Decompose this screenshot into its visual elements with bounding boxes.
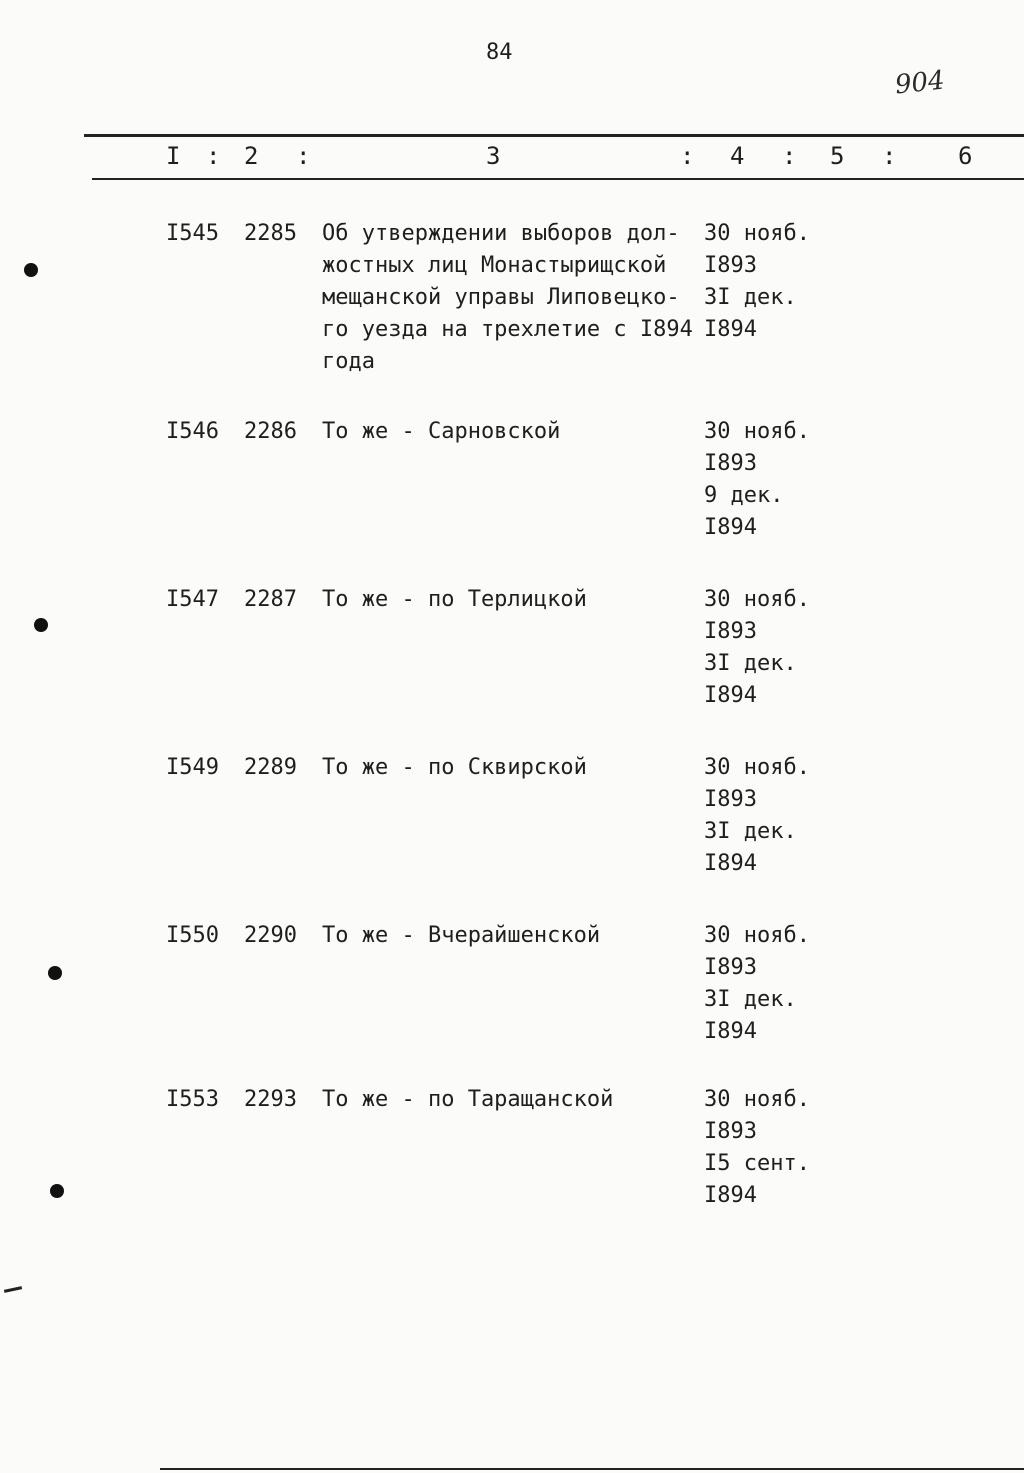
file-number: 2287 — [244, 587, 297, 612]
date-line: I894 — [704, 851, 757, 876]
description-line: То же - по Таращанской — [322, 1087, 614, 1112]
row-description — [322, 1084, 692, 1116]
date-line: 30 нояб. — [704, 587, 810, 612]
description-line: То же - Сарновской — [322, 419, 561, 444]
punch-hole-mark — [34, 618, 48, 632]
date-line: 30 нояб. — [704, 221, 810, 246]
header-separator: : — [882, 142, 897, 170]
header-col-5: 5 — [830, 142, 845, 170]
header-col-1: I — [166, 142, 181, 170]
file-number: 2290 — [244, 923, 297, 948]
date-line: I894 — [704, 1183, 757, 1208]
date-line: I893 — [704, 451, 757, 476]
row-dates — [704, 1084, 810, 1212]
date-line: 3I дек. — [704, 285, 797, 310]
description-line: жостных лиц Монастырищской — [322, 253, 667, 278]
date-line: I5 сент. — [704, 1151, 810, 1176]
date-line: 30 нояб. — [704, 1087, 810, 1112]
file-number: 2289 — [244, 755, 297, 780]
date-line: I893 — [704, 1119, 757, 1144]
date-line: 3I дек. — [704, 651, 797, 676]
row-number: I547 — [166, 587, 219, 612]
description-line: мещанской управы Липовецко- — [322, 285, 680, 310]
row-number: I549 — [166, 755, 219, 780]
row-dates — [704, 584, 810, 712]
row-description — [322, 218, 692, 378]
page-number: 84 — [486, 40, 513, 65]
date-line: I894 — [704, 515, 757, 540]
file-number: 2286 — [244, 419, 297, 444]
punch-hole-mark — [50, 1184, 64, 1198]
file-number: 2293 — [244, 1087, 297, 1112]
table-header-rule — [92, 178, 1024, 180]
row-description — [322, 920, 692, 952]
date-line: I893 — [704, 619, 757, 644]
header-separator: : — [782, 142, 797, 170]
page-bottom-rule — [160, 1468, 1024, 1470]
row-dates — [704, 416, 810, 544]
row-description — [322, 584, 692, 616]
row-dates — [704, 752, 810, 880]
date-line: 30 нояб. — [704, 923, 810, 948]
margin-pen-mark — [4, 1286, 22, 1293]
description-line: Об утверждении выборов дол- — [322, 221, 680, 246]
date-line: I894 — [704, 683, 757, 708]
description-line: года — [322, 349, 375, 374]
date-line: I893 — [704, 787, 757, 812]
row-dates — [704, 920, 810, 1048]
description-line: То же - по Сквирской — [322, 755, 587, 780]
row-number: I550 — [166, 923, 219, 948]
table-header — [0, 142, 1024, 176]
date-line: I894 — [704, 317, 757, 342]
date-line: I893 — [704, 955, 757, 980]
date-line: 9 дек. — [704, 483, 784, 508]
table-top-rule — [84, 134, 1024, 137]
row-dates — [704, 218, 810, 346]
row-number: I553 — [166, 1087, 219, 1112]
punch-hole-mark — [24, 263, 38, 277]
header-separator: : — [680, 142, 695, 170]
date-line: 3I дек. — [704, 987, 797, 1012]
header-col-4: 4 — [730, 142, 745, 170]
row-description — [322, 416, 692, 448]
header-separator: : — [296, 142, 311, 170]
date-line: I894 — [704, 1019, 757, 1044]
punch-hole-mark — [48, 966, 62, 980]
file-number: 2285 — [244, 221, 297, 246]
header-col-2: 2 — [244, 142, 259, 170]
date-line: I893 — [704, 253, 757, 278]
description-line: го уезда на трехлетие с I894 — [322, 317, 693, 342]
row-number: I545 — [166, 221, 219, 246]
description-line: То же - Вчерайшенской — [322, 923, 601, 948]
date-line: 3I дек. — [704, 819, 797, 844]
header-col-6: 6 — [958, 142, 973, 170]
description-line: То же - по Терлицкой — [322, 587, 587, 612]
row-number: I546 — [166, 419, 219, 444]
header-separator: : — [206, 142, 221, 170]
handwritten-archive-number: 904 — [893, 65, 947, 101]
header-col-3: 3 — [486, 142, 501, 170]
row-description — [322, 752, 692, 784]
date-line: 30 нояб. — [704, 755, 810, 780]
date-line: 30 нояб. — [704, 419, 810, 444]
